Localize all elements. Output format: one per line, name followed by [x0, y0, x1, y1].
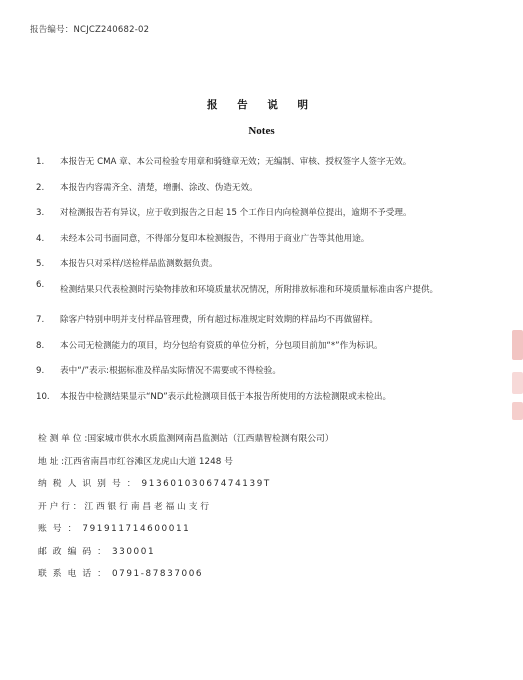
note-item [36, 314, 496, 327]
note-number: 7. [36, 315, 45, 326]
report-number: 报告编号：NCJCZ240682-02 [30, 25, 150, 35]
seal-stamp-fragment [512, 372, 523, 394]
note-item [36, 258, 496, 271]
note-text: 本报告无 CMA 章、本公司检验专用章和骑缝章无效；无编制、审核、授权签字人签字无效。 [60, 157, 412, 167]
seal-stamp-fragment [512, 330, 523, 360]
note-text: 除客户特别申明并支付样品管理费，所有超过标准规定时效期的样品均不再做留样。 [60, 315, 378, 326]
note-number: 3. [36, 208, 45, 219]
phone: 联 系 电 话 ： 0791-87837006 [38, 569, 204, 579]
note-item [36, 391, 496, 404]
note-item [36, 207, 496, 220]
postcode: 邮 政 编 码 ： 330001 [38, 546, 156, 557]
page-title: 报 告 说 明 [207, 99, 316, 111]
note-text: 对检测报告若有异议，应于收到报告之日起 15 个工作日内向检测单位提出，逾期不予受理。 [60, 208, 412, 219]
note-item [36, 182, 496, 195]
notes-list [36, 156, 496, 416]
note-number: 5. [36, 259, 45, 270]
company-info [38, 433, 488, 591]
seal-stamp-fragment [512, 402, 523, 420]
page-subtitle: Notes [248, 125, 275, 137]
testing-unit: 检 测 单 位 :国家城市供水水质监测网南昌监测站（江西鼎智检测有限公司） [38, 434, 334, 444]
bank: 开 户 行 ： 江 西 银 行 南 昌 老 福 山 支 行 [38, 501, 210, 512]
note-number: 4. [36, 233, 45, 244]
note-number: 10. [36, 391, 50, 402]
note-text: 未经本公司书面同意，不得部分复印本检测报告，不得用于商业广告等其他用途。 [60, 233, 370, 244]
note-number: 6. [36, 280, 45, 291]
note-number: 9. [36, 366, 45, 377]
note-item [36, 340, 496, 353]
note-text: 本报告中检测结果显示“ND”表示此检测项目低于本报告所使用的方法检测限或未检出。 [60, 391, 392, 402]
note-number: 2. [36, 182, 45, 193]
note-text: 表中“/”表示:根据标准及样品实际情况不需要或不得检验。 [60, 366, 281, 377]
note-item [36, 156, 496, 169]
note-text: 本报告只对采样/送检样品监测数据负责。 [60, 259, 218, 270]
note-text: 检测结果只代表检测时污染物排放和环境质量状况情况，所附排放标准和环境质量标准由客户提供。 [60, 285, 439, 296]
note-item [36, 233, 496, 246]
address: 地 址 :江西省南昌市红谷滩区龙虎山大道 1248 号 [38, 456, 233, 467]
account-number: 账 号 ： 791911714600011 [38, 524, 191, 534]
note-item [36, 365, 496, 378]
note-number: 8. [36, 340, 45, 351]
note-text: 本公司无检测能力的项目，均分包给有资质的单位分析，分包项目前加“*”作为标识。 [60, 340, 383, 351]
tax-id: 纳 税 人 识 别 号 ： 91360103067474139T [38, 479, 271, 489]
note-text: 本报告内容需齐全、清楚，增删、涂改、伪造无效。 [60, 182, 258, 193]
note-number: 1. [36, 157, 45, 167]
note-item [36, 279, 496, 301]
